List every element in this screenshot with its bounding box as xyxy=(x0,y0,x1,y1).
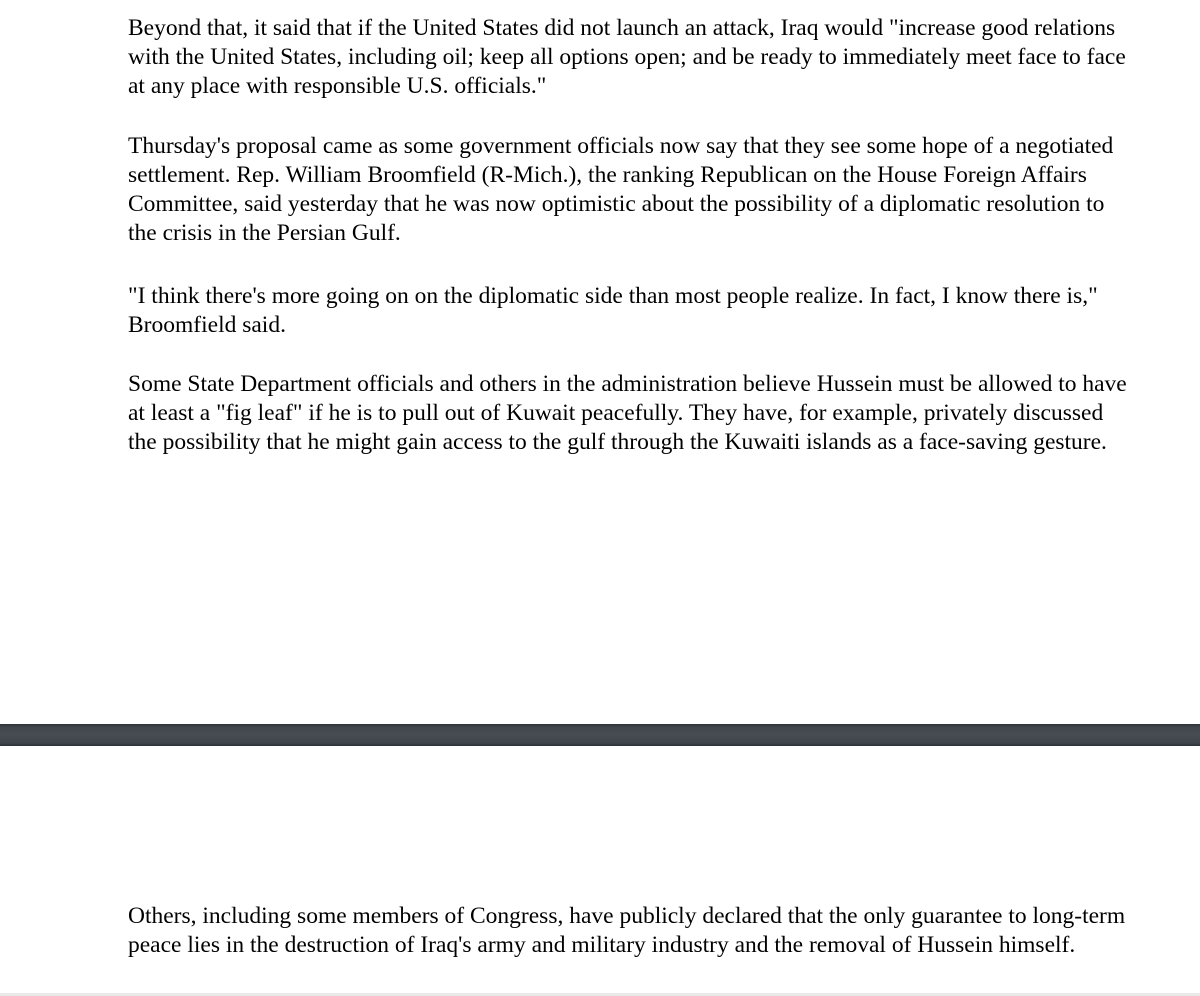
page-break-divider xyxy=(0,724,1200,746)
paragraph: Others, including some members of Congress, have publicly declared that the only guarantee to long-term peace lies in the destruction of Iraq's army and military industry and the removal of Hussein himself. xyxy=(128,903,1126,958)
paragraph: "I think there's more going on on the diplomatic side than most people realize. In fact, I know there is," Broomfield said. xyxy=(128,283,1098,338)
paragraph: Thursday's proposal came as some government officials now say that they see some hope of a negotiated settlement. Rep. William Broomfield (R-Mich.), the ranking Republican on the House Foreign Affairs Committee, said yesterday that he was now optimistic about the possibility of a diplomatic resolution to the crisis in the Persian Gulf. xyxy=(128,133,1114,246)
paragraph: Some State Department officials and others in the administration believe Hussein must be allowed to have at least a "fig leaf" if he is to pull out of Kuwait peacefully. They have, for example, privately discussed the possibility that he might gain access to the gulf through the Kuwaiti islands as a face-saving gesture. xyxy=(128,371,1127,455)
paragraph: Beyond that, it said that if the United States did not launch an attack, Iraq would "increase good relations with the United States, including oil; keep all options open; and be ready to immediately meet face to face at any place with responsible U.S. officials." xyxy=(128,15,1126,99)
